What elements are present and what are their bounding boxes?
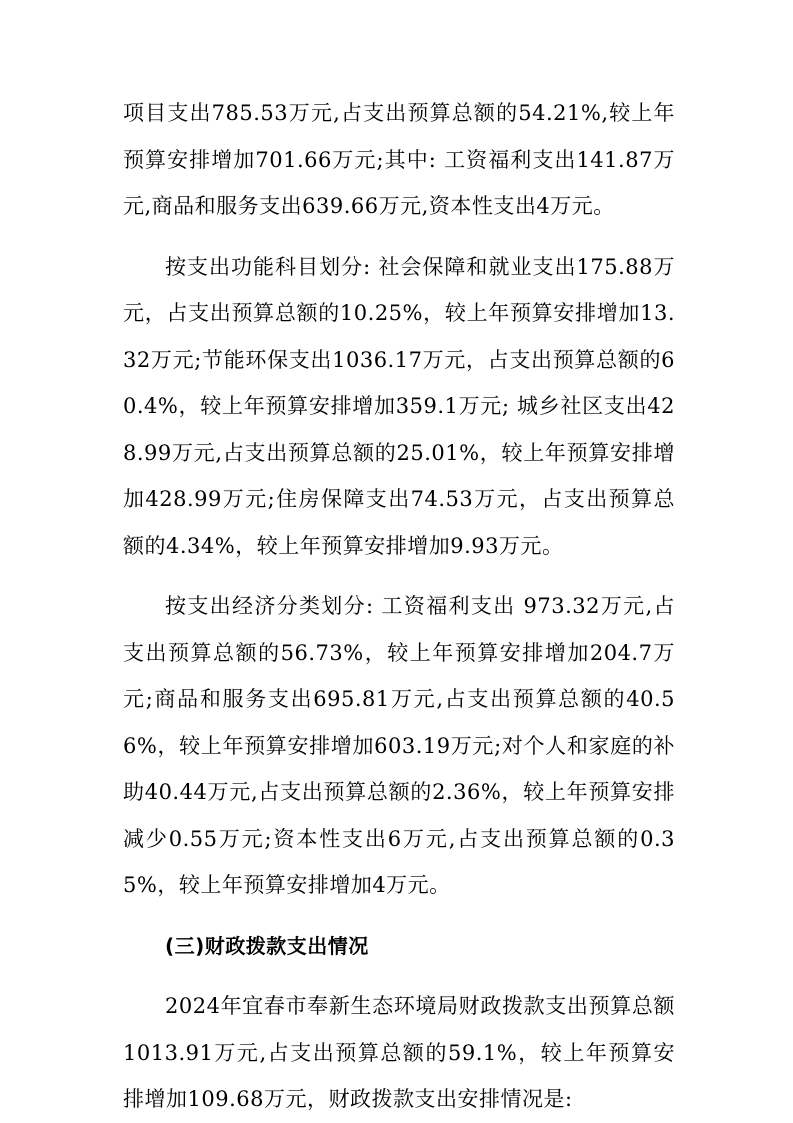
paragraph-economic-classification: 按支出经济分类划分: 工资福利支出 973.32万元,占支出预算总额的56.73%，较上年预算安排增加204.7万元;商品和服务支出695.81万元,占支出预算总额的40.56%，较上年预算安排增加603.19万元;对个人和家庭的补助40.44万元,占支出预算总额的2.36%，较上年预算安排减少0.55万元;资本性支出6万元,占支出预算总额的0.35%，较上年预算安排增加4万元。 <box>123 594 675 897</box>
paragraph-gap <box>123 569 675 583</box>
paragraph-gap <box>123 909 675 923</box>
paragraph-gap <box>123 969 675 983</box>
document-page <box>123 90 675 1123</box>
section-heading: (三)财政拨款支出情况 <box>165 933 369 958</box>
paragraph-fiscal-appropriation: 2024年宜春市奉新生态环境局财政拨款支出预算总额1013.91万元,占支出预算总额的59.1%，较上年预算安排增加109.68万元，财政拨款支出安排情况是: <box>123 994 675 1111</box>
paragraph-gap <box>123 230 675 244</box>
paragraph-functional-classification: 按支出功能科目划分: 社会保障和就业支出175.88万元，占支出预算总额的10.25%，较上年预算安排增加13.32万元;节能环保支出1036.17万元，占支出预算总额的60.4%，较上年预算安排增加359.1万元; 城乡社区支出428.99万元,占支出预算总额的25.01%，较上年预算安排增加428.99万元;住房保障支出74.53万元，占支出预算总额的4.34%，较上年预算安排增加9.93万元。 <box>123 254 675 558</box>
paragraph-project-expenditure: 项目支出785.53万元,占支出预算总额的54.21%,较上年预算安排增加701.66万元;其中: 工资福利支出141.87万元,商品和服务支出639.66万元,资本性支出4万元。 <box>123 101 675 218</box>
